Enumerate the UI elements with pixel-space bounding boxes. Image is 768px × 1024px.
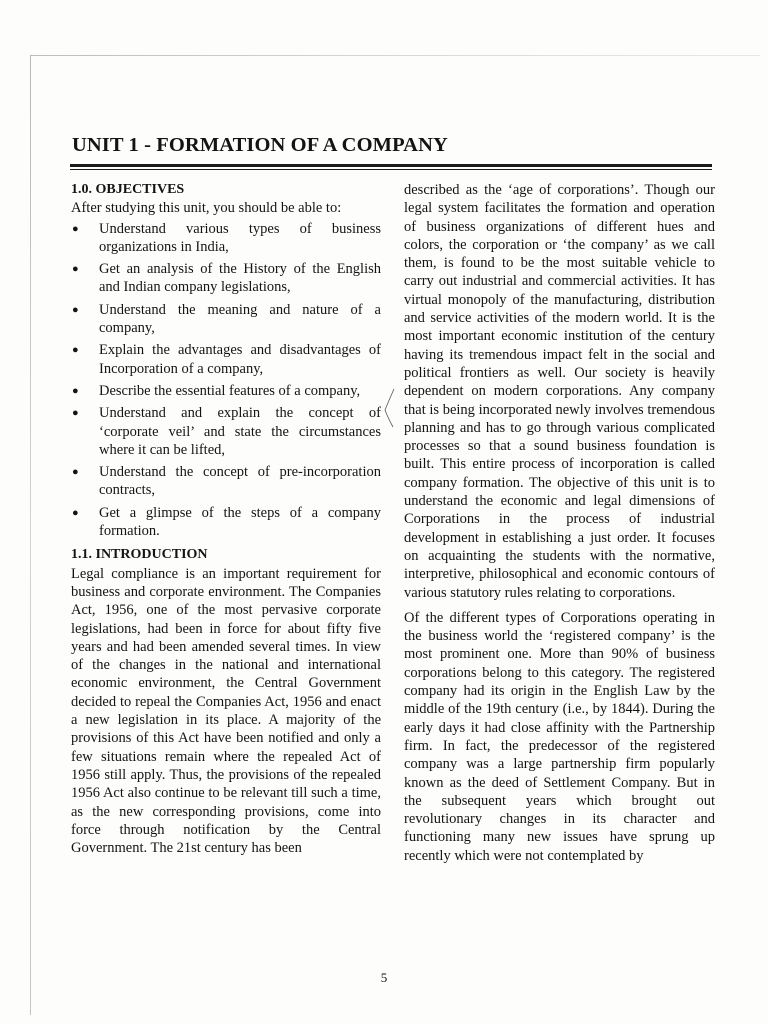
objectives-list xyxy=(71,220,381,541)
introduction-paragraph-2: Of the different types of Corporations operating in the business world the ‘registered company’ is the most prominent one. More than 90% of business corporations belong to this category. The registered company had its origin in the English Law by the middle of the 19th century (i.e., by 1844). During the early days it had close affinity with the Partnership firm. In fact, the predecessor of the registered company was a large partnership firm popularly known as the deed of Settlement Company. But in the subsequent years which brought out revolutionary changes in its character and functioning many new issues have sprung up recently which were not contemplated by xyxy=(404,609,715,864)
bullet-icon: ● xyxy=(72,466,79,479)
objective-text: Understand various types of business organizations in India, xyxy=(99,220,381,255)
title-rule-thin xyxy=(70,169,712,170)
objective-item xyxy=(71,404,381,459)
scan-border-left xyxy=(30,55,31,1015)
objective-text: Get an analysis of the History of the English and Indian company legislations, xyxy=(99,261,381,296)
bullet-icon: ● xyxy=(72,222,79,235)
page-number: 5 xyxy=(380,970,388,985)
pen-stroke-mark xyxy=(383,388,395,428)
bullet-icon: ● xyxy=(72,263,79,276)
objective-item xyxy=(71,463,381,500)
bullet-icon: ● xyxy=(72,344,79,357)
objective-text: Get a glimpse of the steps of a company formation. xyxy=(99,504,381,540)
bullet-icon: ● xyxy=(72,384,79,397)
bullet-icon: ● xyxy=(72,407,79,420)
objective-text: Understand the meaning and nature of a company, xyxy=(99,301,381,337)
objective-item xyxy=(71,301,381,338)
objectives-intro: After studying this unit, you should be able to: xyxy=(71,200,342,217)
objective-text: Understand and explain the concept of ‘corporate veil’ and state the circumstances where it can be lifted, xyxy=(99,405,381,458)
title-rule-thick xyxy=(70,164,712,167)
bullet-icon: ● xyxy=(72,506,79,519)
objective-text: Understand the concept of pre-incorporation contracts, xyxy=(99,464,381,499)
left-column xyxy=(71,181,381,857)
objective-item xyxy=(71,382,381,400)
objective-item xyxy=(71,260,381,297)
introduction-heading: 1.1. INTRODUCTION xyxy=(71,547,208,563)
objective-text: Describe the essential features of a company, xyxy=(99,382,361,399)
objective-item xyxy=(71,504,381,541)
objective-item xyxy=(71,220,381,257)
introduction-paragraph-continued: described as the ‘age of corporations’. Though our legal system facilitates the formation and operation of business organizations of different hues and colors, the corporation or ‘the company’ as we call them, is found to be the most suitable vehicle to carry out industrial and commercial activities. It has virtual monopoly of the manufacturing, distribution and service activities of the modern world. It is the most important economic institution of the century having its tremendous impact felt in the social and political frontiers as well. Our society is heavily dependent on modern corporations. Any company that is being incorporated newly involves tremendous planning and has to go through various complicated processes so that a sound business foundation is built. This entire process of incorporation is called company formation. The objective of this unit is to understand the economic and legal dimensions of Corporations in the process of industrial development in establishing a just order. It focuses on acquainting the students with the normative, interpretive, philosophical and economic contours of various statutory rules relating to corporations. xyxy=(404,182,715,601)
scan-border-top xyxy=(30,55,760,56)
objective-text: Explain the advantages and disadvantages of Incorporation of a company, xyxy=(99,342,381,377)
right-column xyxy=(404,181,715,865)
introduction-paragraph: Legal compliance is an important requirement for business and corporate environment. The Companies Act, 1956, one of the most pervasive corporate legislations, had been in force for about fifty five years and had been amended several times. In view of the changes in the national and international economic environment, the Central Government decided to repeal the Companies Act, 1956 and enact a new legislation in its place. A majority of the provisions of this Act have been notified and only a few situations remain where the repealed Act of 1956 still apply. Thus, the provisions of the repealed 1956 Act also continue to be relevant till such a time, as the new corresponding provisions, come into force through notification by the Central Government. The 21st century has been xyxy=(71,565,381,857)
objectives-heading: 1.0. OBJECTIVES xyxy=(71,182,185,197)
bullet-icon: ● xyxy=(72,303,79,316)
unit-title: UNIT 1 - FORMATION OF A COMPANY xyxy=(72,134,448,156)
objective-item xyxy=(71,341,381,378)
